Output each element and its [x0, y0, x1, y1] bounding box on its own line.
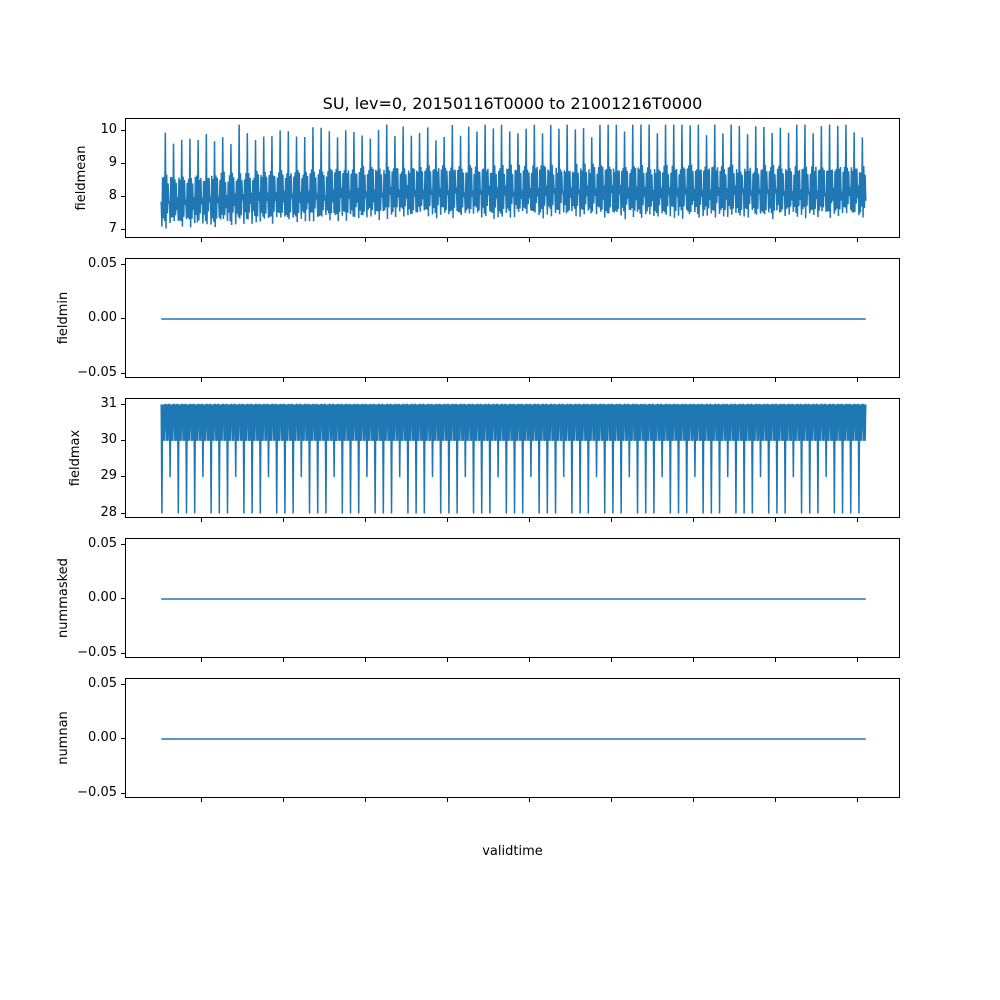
- x-tick-mark: [529, 378, 530, 382]
- x-tick-mark: [857, 658, 858, 662]
- x-tick-mark: [693, 518, 694, 522]
- x-tick-mark: [693, 238, 694, 242]
- x-tick-mark: [447, 238, 448, 242]
- x-tick-mark: [365, 798, 366, 802]
- x-tick-mark: [201, 658, 202, 662]
- y-tick-mark: [121, 163, 125, 164]
- x-tick-mark: [693, 378, 694, 382]
- y-tick-label: 0.05: [88, 675, 117, 691]
- x-tick-mark: [283, 798, 284, 802]
- y-tick-mark: [121, 264, 125, 265]
- y-tick-label: 0.00: [88, 730, 117, 745]
- y-tick-label: 9: [108, 155, 117, 171]
- y-axis-label-nummasked: nummasked: [56, 558, 71, 638]
- x-tick-mark: [693, 798, 694, 802]
- x-tick-mark: [283, 658, 284, 662]
- y-tick-mark: [121, 404, 125, 405]
- plot-line-fieldmin: [126, 259, 901, 379]
- x-tick-mark: [529, 518, 530, 522]
- y-axis-label-fieldmean: fieldmean: [74, 145, 89, 211]
- plot-line-numnan: [126, 679, 901, 799]
- x-tick-mark: [775, 238, 776, 242]
- plot-line-fieldmean: [126, 119, 901, 239]
- y-tick-label: −0.05: [77, 784, 117, 800]
- plot-line-nummasked: [126, 539, 901, 659]
- y-axis-label-fieldmax: fieldmax: [68, 429, 83, 487]
- y-tick-mark: [121, 653, 125, 654]
- x-tick-mark: [529, 798, 530, 802]
- x-tick-mark: [529, 658, 530, 662]
- y-tick-mark: [121, 598, 125, 599]
- y-tick-mark: [121, 793, 125, 794]
- x-tick-mark: [775, 378, 776, 382]
- y-tick-mark: [121, 738, 125, 739]
- x-tick-mark: [447, 658, 448, 662]
- x-tick-mark: [611, 518, 612, 522]
- y-tick-mark: [121, 440, 125, 441]
- x-tick-mark: [365, 658, 366, 662]
- y-tick-label: 0.00: [88, 590, 117, 605]
- y-tick-mark: [121, 373, 125, 374]
- x-tick-mark: [529, 238, 530, 242]
- x-tick-mark: [201, 798, 202, 802]
- axes-box-nummasked: [125, 538, 900, 658]
- x-tick-mark: [283, 378, 284, 382]
- x-tick-mark: [283, 518, 284, 522]
- y-axis-label-numnan: numnan: [56, 711, 71, 765]
- y-tick-label: 0.00: [88, 310, 117, 325]
- y-tick-label: −0.05: [77, 364, 117, 380]
- y-tick-label: 0.05: [88, 255, 117, 271]
- x-tick-mark: [857, 518, 858, 522]
- x-tick-mark: [611, 238, 612, 242]
- y-tick-mark: [121, 318, 125, 319]
- x-tick-mark: [365, 518, 366, 522]
- x-tick-mark: [857, 238, 858, 242]
- y-tick-mark: [121, 544, 125, 545]
- figure-title: SU, lev=0, 20150116T0000 to 21001216T0000: [322, 94, 703, 113]
- axes-box-fieldmean: [125, 118, 900, 238]
- y-tick-label: 28: [100, 504, 117, 520]
- x-tick-mark: [775, 798, 776, 802]
- y-tick-label: 0.05: [88, 535, 117, 551]
- y-tick-label: 29: [100, 468, 117, 484]
- y-tick-label: 31: [100, 395, 117, 411]
- y-axis-label-fieldmin: fieldmin: [56, 291, 71, 345]
- y-tick-mark: [121, 196, 125, 197]
- x-tick-mark: [201, 238, 202, 242]
- y-tick-label: 8: [108, 188, 117, 204]
- x-axis-label: validtime: [482, 844, 543, 859]
- x-tick-mark: [611, 378, 612, 382]
- y-tick-label: 30: [100, 431, 117, 447]
- x-tick-mark: [283, 238, 284, 242]
- x-tick-mark: [611, 658, 612, 662]
- x-tick-mark: [857, 798, 858, 802]
- x-tick-mark: [775, 658, 776, 662]
- x-tick-mark: [447, 378, 448, 382]
- x-tick-mark: [201, 378, 202, 382]
- x-tick-mark: [611, 798, 612, 802]
- axes-box-fieldmin: [125, 258, 900, 378]
- y-tick-mark: [121, 684, 125, 685]
- y-tick-mark: [121, 513, 125, 514]
- x-tick-mark: [693, 658, 694, 662]
- y-tick-mark: [121, 476, 125, 477]
- x-tick-mark: [447, 798, 448, 802]
- axes-box-fieldmax: [125, 398, 900, 518]
- x-tick-mark: [857, 378, 858, 382]
- x-tick-mark: [365, 378, 366, 382]
- y-tick-mark: [121, 229, 125, 230]
- x-tick-mark: [447, 518, 448, 522]
- y-tick-label: 10: [100, 122, 117, 138]
- x-tick-mark: [201, 518, 202, 522]
- axes-box-numnan: [125, 678, 900, 798]
- x-tick-mark: [775, 518, 776, 522]
- y-tick-label: 7: [108, 221, 117, 237]
- y-tick-mark: [121, 130, 125, 131]
- plot-line-fieldmax: [126, 399, 901, 519]
- x-tick-mark: [365, 238, 366, 242]
- y-tick-label: −0.05: [77, 644, 117, 660]
